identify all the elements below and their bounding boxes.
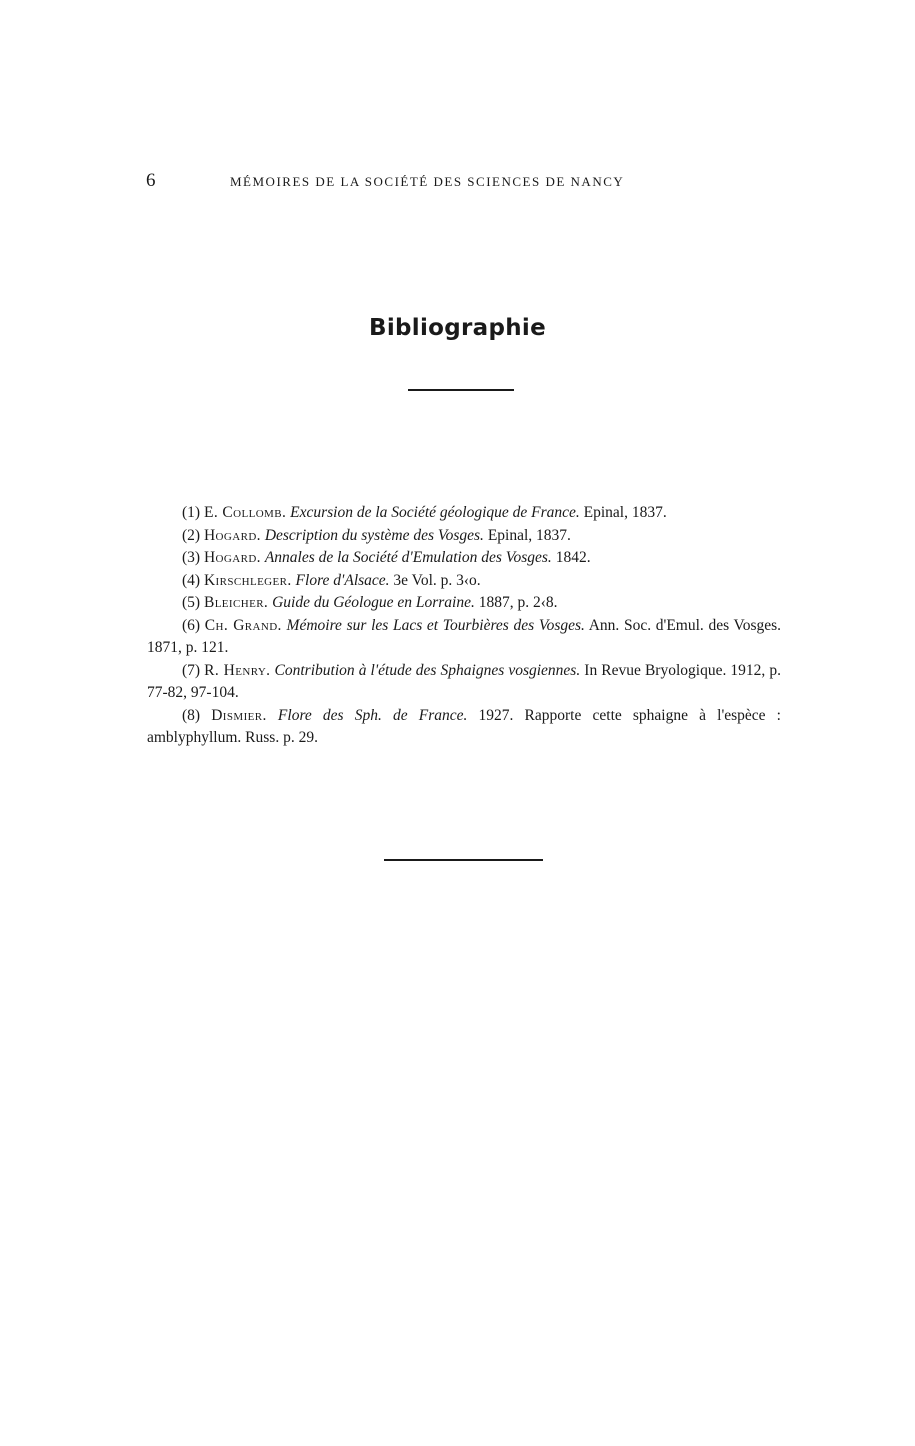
entry-work: Description du système des Vosges.	[264, 526, 484, 544]
entry-work: Flore d'Alsace.	[295, 571, 390, 589]
entry-work: Contribution à l'étude des Sphaignes vosgiennes.	[274, 661, 581, 679]
entry-work: Annales de la Société d'Emulation des Vosges.	[264, 549, 552, 566]
entry-author: Bleicher.	[203, 594, 269, 611]
entry-number: (6)	[182, 616, 201, 634]
entry-author: Hogard.	[203, 549, 261, 566]
entry-author: Dismier.	[211, 706, 267, 724]
entry-author: R. Henry.	[204, 661, 271, 679]
entry-number: (8)	[182, 706, 201, 724]
page-number: 6	[146, 170, 156, 191]
entry-details: Ann. Soc. d'Emul. des Vosges. 1871, p. 121.	[147, 616, 782, 656]
entry-work: Guide du Géologue en Lorraine.	[272, 594, 475, 611]
entry-work: Excursion de la Société géologique de France.	[290, 504, 580, 521]
running-head: MÉMOIRES DE LA SOCIÉTÉ DES SCIENCES DE NANCY	[230, 174, 625, 189]
entry-details: Epinal, 1837.	[487, 526, 571, 544]
entry-work: Mémoire sur les Lacs et Tourbières des Vosges.	[286, 616, 585, 634]
entry-details: 1842.	[555, 549, 591, 566]
bibliography-list	[147, 502, 781, 750]
entry-number: (4)	[182, 571, 201, 589]
bib-entry-2	[147, 525, 781, 548]
bib-entry-5	[147, 592, 781, 615]
entry-work: Flore des Sph. de France.	[277, 706, 468, 724]
title-rule	[408, 389, 514, 391]
section-title: Bibliographie	[369, 315, 546, 342]
entry-number: (2)	[182, 526, 201, 544]
bib-entry-7	[147, 660, 781, 705]
entry-number: (7)	[182, 661, 201, 679]
entry-author: Ch. Grand.	[204, 616, 282, 634]
entry-details: 1927. Rapporte cette sphaigne à l'espèce : amblyphyllum. Russ. p. 29.	[147, 706, 781, 746]
end-rule	[384, 859, 543, 861]
entry-author: Kirschleger.	[203, 571, 292, 589]
entry-author: E. Collomb.	[203, 504, 287, 521]
entry-number: (1)	[182, 504, 201, 521]
bib-entry-6	[147, 615, 781, 660]
entry-number: (5)	[182, 594, 201, 611]
entry-details: Epinal, 1837.	[583, 504, 667, 521]
entry-number: (3)	[182, 549, 201, 566]
bib-entry-8	[147, 705, 781, 750]
bib-entry-3	[147, 547, 781, 570]
bib-entry-1	[147, 502, 781, 525]
bib-entry-4	[147, 570, 781, 593]
entry-author: Hogard.	[203, 526, 261, 544]
entry-details: 1887, p. 2‹8.	[478, 594, 558, 611]
entry-details: In Revue Bryologique. 1912, p. 77-82, 97-104.	[147, 661, 781, 701]
entry-details: 3e Vol. p. 3‹o.	[393, 571, 481, 589]
